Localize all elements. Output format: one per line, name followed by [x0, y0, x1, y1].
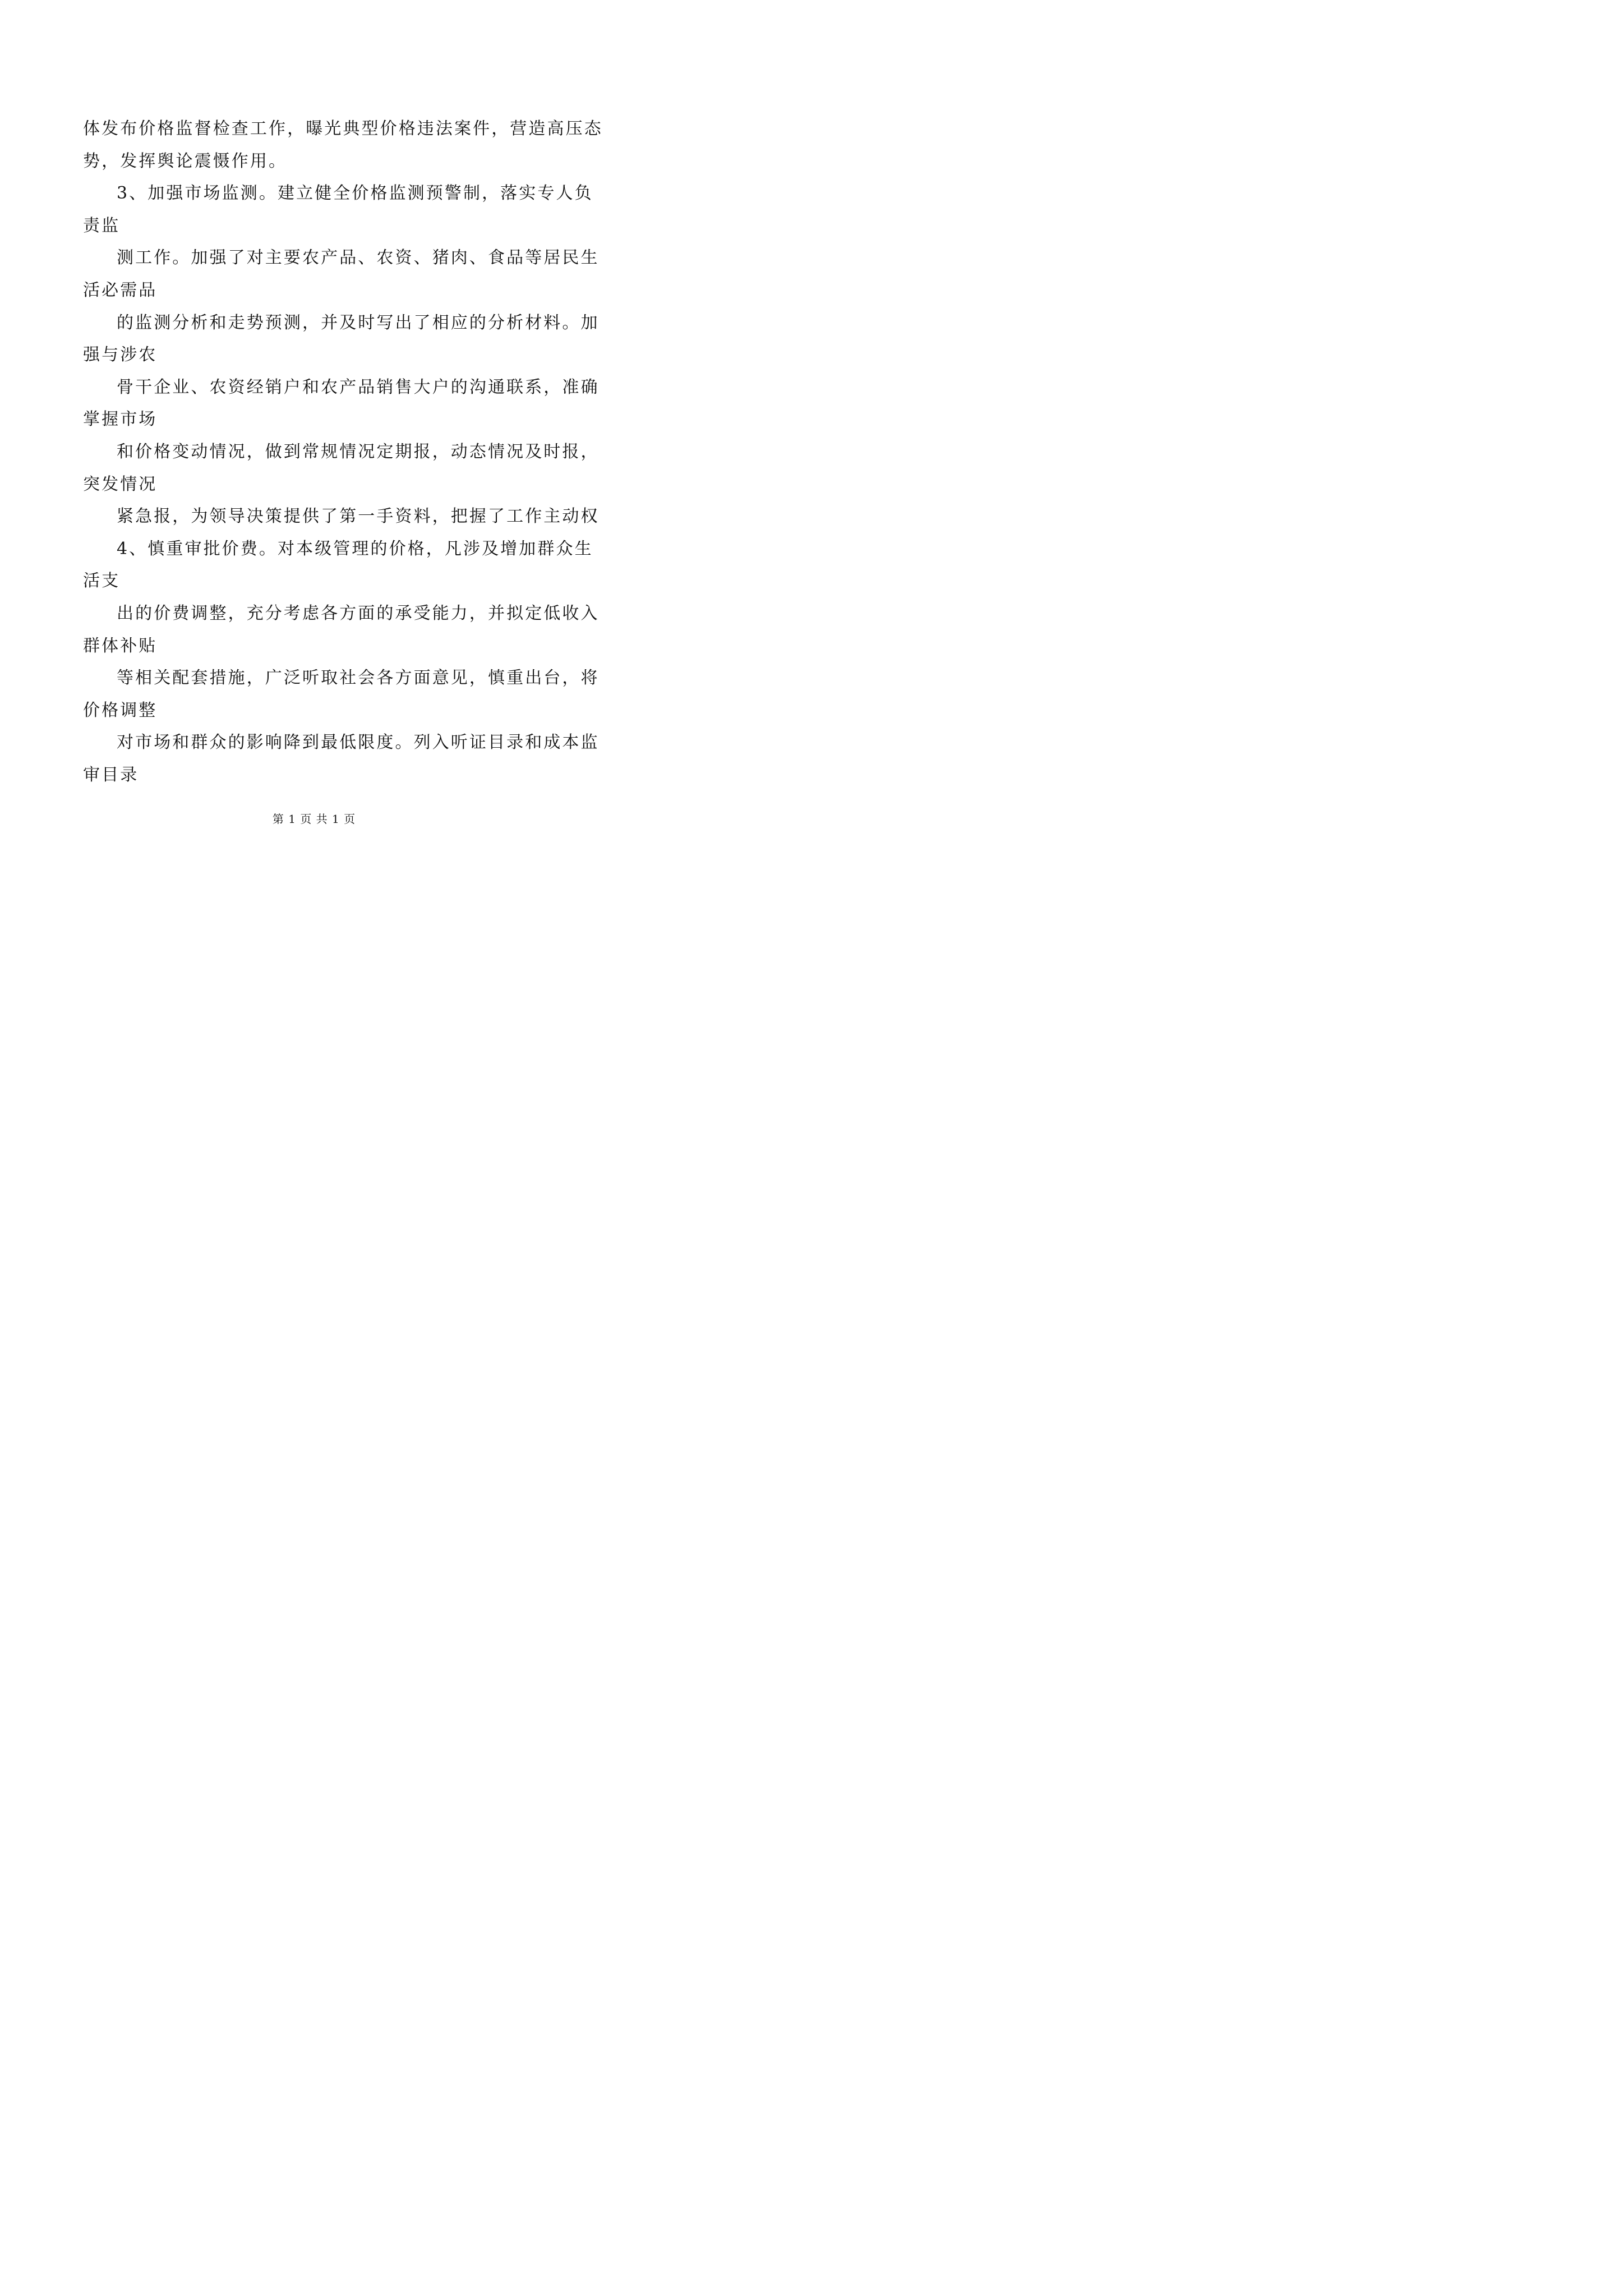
text-line: 体发布价格监督检查工作，曝光典型价格违法案件，营造高压态 — [83, 119, 603, 139]
document-body — [83, 113, 603, 791]
text-line: 活必需品 — [83, 280, 158, 300]
text-line: 价格调整 — [83, 700, 158, 720]
page-number-footer: 第 1 页 共 1 页 — [272, 812, 356, 826]
text-line: 责监 — [83, 215, 121, 236]
text-line: 和价格变动情况，做到常规情况定期报，动态情况及时报， — [117, 441, 600, 462]
text-line: 出的价费调整，充分考虑各方面的承受能力，并拟定低收入 — [117, 603, 600, 623]
text-line: 群体补贴 — [83, 636, 158, 656]
text-line: 掌握市场 — [83, 409, 158, 430]
text-line: 突发情况 — [83, 474, 158, 494]
text-line: 势，发挥舆论震慑作用。 — [83, 151, 288, 171]
text-line: 的监测分析和走势预测，并及时写出了相应的分析材料。加 — [117, 312, 600, 333]
text-line: 紧急报，为领导决策提供了第一手资料，把握了工作主动权 — [117, 507, 600, 527]
text-line: 3、加强市场监测。建立健全价格监测预警制，落实专人负 — [117, 183, 593, 204]
text-line: 对市场和群众的影响降到最低限度。列入听证目录和成本监 — [117, 733, 600, 753]
text-line: 测工作。加强了对主要农产品、农资、猪肉、食品等居民生 — [117, 248, 600, 268]
text-line: 活支 — [83, 571, 121, 591]
text-line: 强与涉农 — [83, 345, 158, 365]
text-line: 骨干企业、农资经销户和农产品销售大户的沟通联系，准确 — [117, 377, 600, 397]
text-line: 4、慎重审批价费。对本级管理的价格，凡涉及增加群众生 — [117, 539, 593, 559]
document-page — [0, 0, 628, 889]
text-line: 审目录 — [83, 765, 139, 785]
text-line: 等相关配套措施，广泛听取社会各方面意见，慎重出台，将 — [117, 668, 600, 688]
